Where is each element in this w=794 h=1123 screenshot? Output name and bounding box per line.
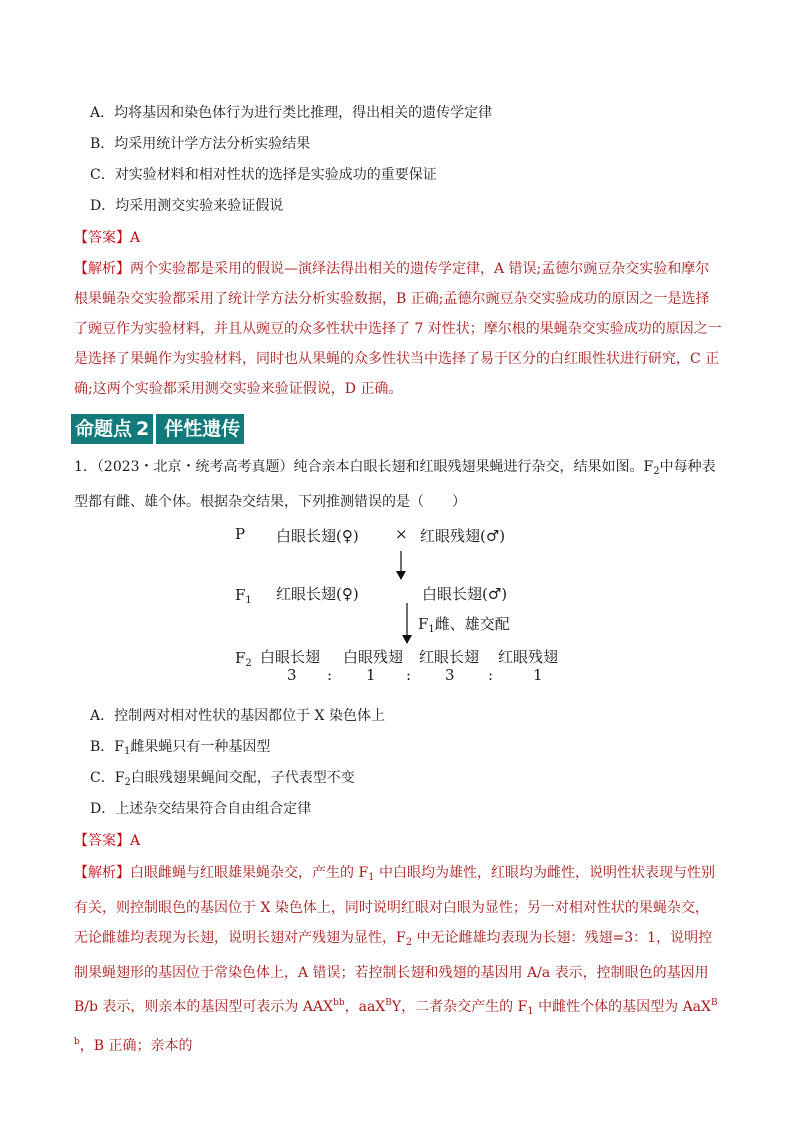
analysis-tag: 【解析】 — [74, 261, 130, 277]
ratio-sep-2: : — [406, 666, 412, 684]
answer-line-1 — [74, 228, 140, 248]
option-b: B．均采用统计学方法分析实验结果 — [90, 136, 311, 152]
arrow-p-to-f1 — [394, 551, 408, 581]
ratio-2: 1 — [366, 666, 376, 684]
f2-label: $F_2$ — [235, 649, 252, 669]
ratio-1: 3 — [287, 666, 297, 684]
answer-line-2 — [74, 831, 140, 851]
f2-type-4: 红眼残翅 — [498, 648, 559, 666]
cross-symbol: × — [395, 525, 408, 543]
f1-mating-label: $F_1$雌、雄交配 — [418, 615, 510, 635]
arrow-f1-to-f2 — [400, 603, 414, 645]
option2-d: D．上述杂交结果符合自由组合定律 — [90, 801, 312, 817]
question-text-b: 中每种表型都有雌、雄个体。根据杂交结果，下列推测错误的是（ ） — [74, 459, 716, 510]
question-sub: 2 — [653, 466, 660, 477]
question-1 — [74, 452, 724, 517]
p-label: P — [235, 525, 246, 543]
option-d: D．均采用测交实验来验证假说 — [90, 198, 284, 214]
p-male: 红眼残翅(♂) — [420, 527, 506, 545]
section-header — [71, 414, 244, 444]
f2-type-3: 红眼长翅 — [419, 648, 480, 666]
ratio-3: 3 — [445, 666, 455, 684]
p-female: 白眼长翅(♀) — [276, 527, 359, 545]
option2-a: A．控制两对相对性状的基因都位于 X 染色体上 — [90, 708, 385, 724]
option-a: A．均将基因和染色体行为进行类比推理，得出相关的遗传学定律 — [90, 105, 493, 121]
analysis-tag: 【解析】 — [74, 865, 130, 881]
ratio-sep-3: : — [488, 666, 494, 684]
analysis-1 — [74, 254, 722, 404]
ratio-4: 1 — [533, 666, 543, 684]
cross-diagram — [230, 515, 590, 695]
f2-type-2: 白眼残翅 — [343, 648, 404, 666]
option2-c: C．$F_2$白眼残翅果蝇间交配，子代表型不变 — [90, 770, 355, 788]
answer-value: A — [130, 230, 141, 246]
answer-value: A — [130, 833, 141, 849]
option2-b: B．$F_1$雌果蝇只有一种基因型 — [90, 739, 271, 757]
analysis-2: 【解析】白眼雌蝇与红眼雄果蝇杂交，产生的 $F_1$ 中白眼均为雄性，红眼均为雌性，说明性状表现与性别有关，则控制眼色的基因位于 X 染色体上，同时说明红眼对白眼为显性；另一对相对性状的果蝇杂交，无论雌雄均表现为长翅，说明长翅对产残翅为显性，$F_2$ 中无论雌雄均表现为长翅：残翅=3：1，说明控制果蝇翅形的基因位于常染色体上，A 错误；若控制长翅和残翅的基因用 A/a 表示，控制眼色的基因用 B/b 表示，则亲本的基因型可表示为 $AAX^{bb}$，aaX$^B$Y，二者杂交产生的 $F_1$ 中雌性个体的基因型为 AaX$^{Bb}$，B 正确；亲本的 — [74, 865, 718, 1054]
section-number: 2 — [136, 414, 153, 444]
question-text-a: 1．（2023・北京・统考高考真题）纯合亲本白眼长翅和红眼残翅果蝇进行杂交，结果如图。F — [74, 459, 654, 475]
option-c: C．对实验材料和相对性状的选择是实验成功的重要保证 — [90, 167, 437, 183]
f2-type-1: 白眼长翅 — [260, 648, 321, 666]
section-label: 命题点 — [71, 414, 136, 444]
f1-male: 白眼长翅(♂) — [422, 585, 508, 603]
f1-female: 红眼长翅(♀) — [276, 585, 359, 603]
section-title: 伴性遗传 — [156, 414, 244, 444]
ratio-sep-1: : — [327, 666, 333, 684]
answer-tag: 【答案】 — [74, 833, 130, 849]
answer-tag: 【答案】 — [74, 230, 130, 246]
f1-label: $F_1$ — [235, 586, 252, 606]
analysis-text: 两个实验都是采用的假说—演绎法得出相关的遗传学定律，A 错误;孟德尔豌豆杂交实验和摩尔根果蝇杂交实验都采用了统计学方法分析实验数据，B 正确;孟德尔豌豆杂交实验成功的原因之一是选择了豌豆作为实验材料，并且从豌豆的众多性状中选择了 7 对性状；摩尔根的果蝇杂交实验成功的原因之一是选择了果蝇作为实验材料，同时也从果蝇的众多性状当中选择了易于区分的白红眼性状进行研究，C 正确;这两个实验都采用测交实验来验证假说，D 正确。 — [74, 261, 722, 397]
